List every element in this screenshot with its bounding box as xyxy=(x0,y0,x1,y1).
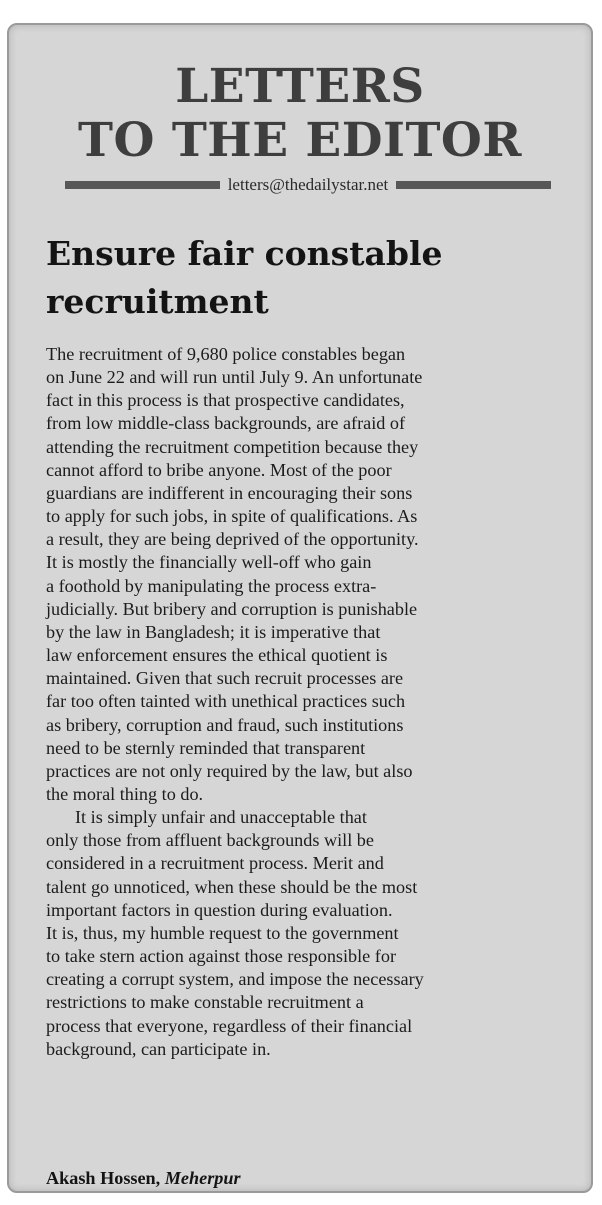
body-line: to take stern action against those responsible for xyxy=(46,946,397,967)
body-line: attending the recruitment competition because they xyxy=(46,436,419,457)
body-line: the moral thing to do. xyxy=(46,783,204,804)
body-line: guardians are indifferent in encouraging their sons xyxy=(46,482,413,503)
letter-body xyxy=(46,343,586,1061)
body-line: process that everyone, regardless of their financial xyxy=(46,1015,413,1036)
body-line: considered in a recruitment process. Merit and xyxy=(46,853,384,874)
body-line: cannot afford to bribe anyone. Most of the poor xyxy=(46,459,392,480)
headline-line-1: Ensure fair constable xyxy=(46,234,443,273)
body-line: fact in this process is that prospective candidates, xyxy=(46,390,405,411)
body-line: restrictions to make constable recruitment a xyxy=(46,992,364,1013)
body-line: from low middle-class backgrounds, are afraid of xyxy=(46,413,406,434)
body-line: maintained. Given that such recruit processes are xyxy=(46,668,404,689)
body-line: The recruitment of 9,680 police constables began xyxy=(46,344,406,364)
masthead-line-1: LETTERS xyxy=(175,59,425,114)
body-line: It is simply unfair and unacceptable that xyxy=(75,807,367,828)
letter-headline xyxy=(46,230,576,326)
body-line: a foothold by manipulating the process extra- xyxy=(46,575,377,596)
section-masthead xyxy=(9,60,591,168)
letter-signature xyxy=(46,1168,241,1189)
masthead-line-2: TO THE EDITOR xyxy=(78,113,522,168)
author-name: Akash Hossen, xyxy=(46,1168,161,1188)
body-line: only those from affluent backgrounds will be xyxy=(46,830,374,851)
body-line: to apply for such jobs, in spite of qualifications. As xyxy=(46,506,418,527)
author-place: Meherpur xyxy=(164,1168,241,1188)
newspaper-clipping xyxy=(7,23,593,1193)
body-line: creating a corrupt system, and impose the necessary xyxy=(46,969,424,990)
body-line: background, can participate in. xyxy=(46,1038,271,1059)
body-line: talent go unnoticed, when these should be the most xyxy=(46,876,418,897)
body-line: It is, thus, my humble request to the government xyxy=(46,922,399,943)
rule-bar-left xyxy=(65,181,220,189)
editor-email: letters@thedailystar.net xyxy=(227,175,389,194)
body-line: by the law in Bangladesh; it is imperative that xyxy=(46,621,381,642)
body-line: judicially. But bribery and corruption is punishable xyxy=(46,598,418,619)
masthead-rule xyxy=(65,175,551,195)
body-line: far too often tainted with unethical practices such xyxy=(46,691,406,712)
body-line: a result, they are being deprived of the opportunity. xyxy=(46,529,419,550)
rule-bar-right xyxy=(396,181,551,189)
body-line: law enforcement ensures the ethical quotient is xyxy=(46,645,388,666)
body-line: It is mostly the financially well-off who gain xyxy=(46,552,372,573)
headline-line-2: recruitment xyxy=(46,282,269,321)
body-line: as bribery, corruption and fraud, such institutions xyxy=(46,714,404,735)
body-line: important factors in question during evaluation. xyxy=(46,899,393,920)
body-line: need to be sternly reminded that transparent xyxy=(46,737,366,758)
body-line: on June 22 and will run until July 9. An unfortunate xyxy=(46,367,423,388)
body-line: practices are not only required by the law, but also xyxy=(46,760,413,781)
